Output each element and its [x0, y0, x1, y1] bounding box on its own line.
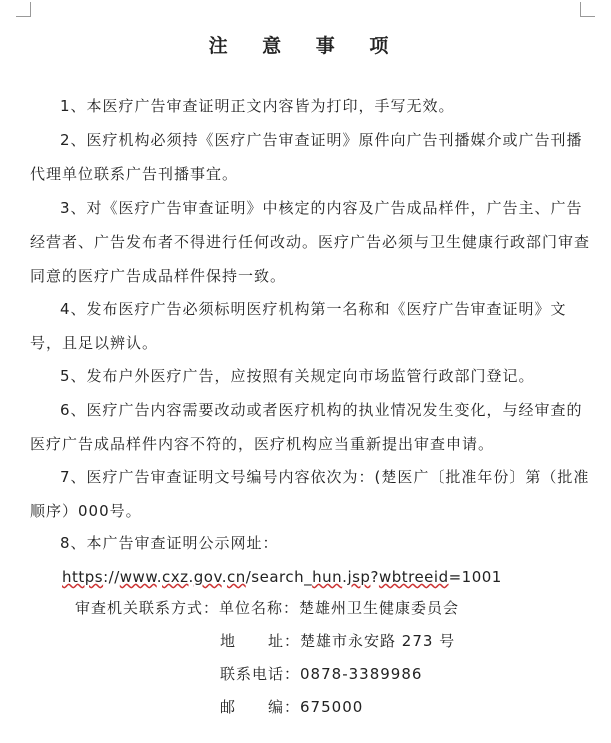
notice-item-4: 4、发布医疗广告必须标明医疗机构第一名称和《医疗广告审查证明》文号，且足以辨认。 [30, 300, 567, 352]
contact-row-address [220, 624, 455, 658]
contact-label: 审查机关联系方式： [75, 599, 220, 617]
notice-item-2: 2、医疗机构必须持《医疗广告审查证明》原件向广告刊播媒介或广告刊播代理单位联系广告刊播事宜。 [30, 131, 583, 183]
zip-value: 675000 [300, 698, 364, 716]
address-value: 楚雄市永安路 273 号 [300, 632, 456, 650]
contact-row-org [75, 591, 459, 625]
page-corner-mark-left [16, 2, 31, 17]
org-value: 楚雄州卫生健康委员会 [299, 599, 460, 617]
zip-label: 邮 编： [220, 698, 301, 716]
notice-item-6: 6、医疗广告内容需要改动或者医疗机构的执业情况发生变化，与经审查的医疗广告成品样件内容不符的，医疗机构应当重新提出审查申请。 [30, 401, 583, 453]
page-corner-mark-right [580, 2, 595, 17]
contact-row-phone [220, 657, 422, 691]
notice-item-7: 7、医疗广告审查证明文号编号内容依次为：(楚医广〔批准年份〕第（批准顺序）000号。 [30, 468, 590, 520]
phone-value: 0878-3389986 [300, 665, 423, 683]
notice-item-3: 3、对《医疗广告审查证明》中核定的内容及广告成品样件，广告主、广告经营者、广告发布者不得进行任何改动。医疗广告必须与卫生健康行政部门审查同意的医疗广告成品样件保持一致。 [30, 199, 591, 285]
org-label: 单位名称： [219, 599, 300, 617]
contact-row-zip [220, 690, 363, 724]
notice-item-1: 1、本医疗广告审查证明正文内容皆为打印，手写无效。 [60, 97, 455, 115]
notice-item-8: 8、本广告审查证明公示网址： [60, 534, 279, 552]
phone-label: 联系电话： [220, 665, 301, 683]
public-url[interactable]: https://www.cxz.gov.cn/search_hun.jsp?wbtreeid=1001 [62, 568, 502, 586]
address-label: 地 址： [220, 632, 301, 650]
page-title: 注 意 事 项 [208, 35, 403, 57]
notice-item-5: 5、发布户外医疗广告，应按照有关规定向市场监管行政部门登记。 [60, 367, 535, 385]
